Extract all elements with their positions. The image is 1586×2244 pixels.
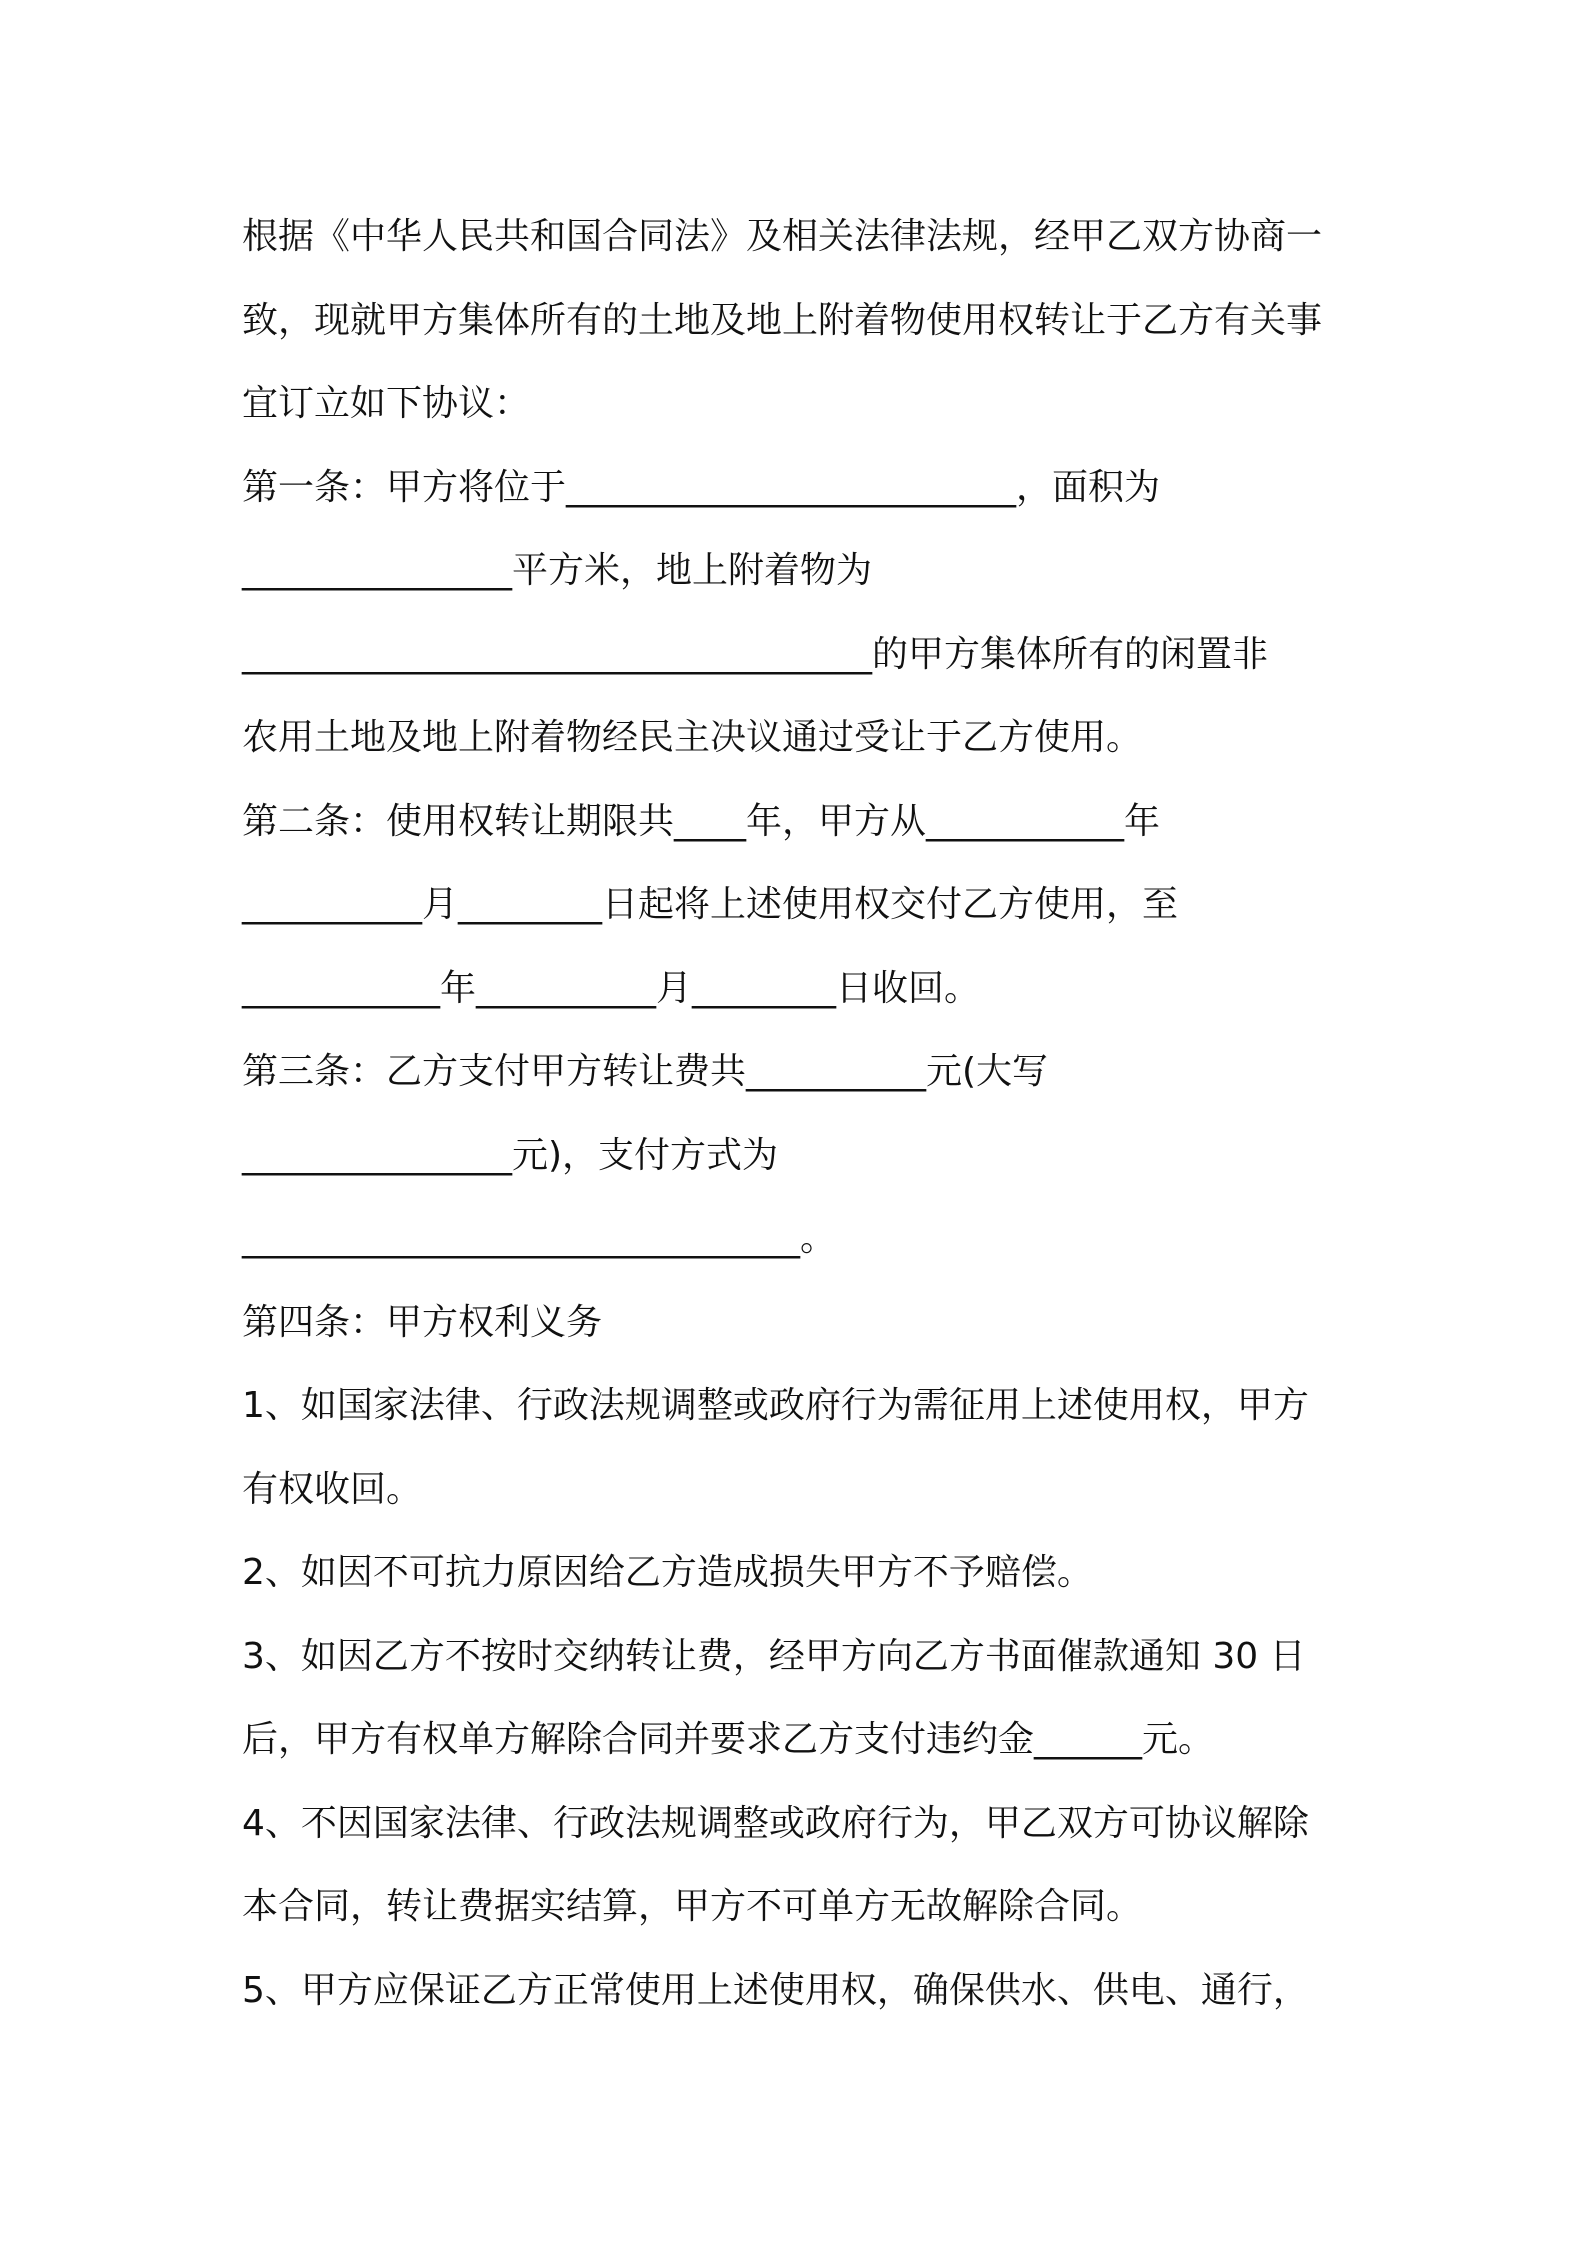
paragraph-line: 宜订立如下协议： bbox=[242, 383, 531, 424]
clause-1-line: 1、如国家法律、行政法规调整或政府行为需征用上述使用权，甲方 bbox=[242, 1385, 1309, 1426]
contract-body bbox=[242, 195, 1362, 2032]
article-1-line: 农用土地及地上附着物经民主决议通过受让于乙方使用。 bbox=[242, 717, 1143, 758]
paragraph-line: 致，现就甲方集体所有的土地及地上附着物使用权转让于乙方有关事 bbox=[242, 299, 1323, 341]
clause-3-line: 3、如因乙方不按时交纳转让费，经甲方向乙方书面催款通知 30 日 bbox=[242, 1635, 1306, 1677]
article-2-line: ___________年__________月________日收回。 bbox=[242, 967, 981, 1009]
article-2-line: __________月________日起将上述使用权交付乙方使用，至 bbox=[242, 884, 1179, 925]
clause-4-line: 4、不因国家法律、行政法规调整或政府行为，甲乙双方可协议解除 bbox=[242, 1802, 1309, 1844]
clause-5-line: 5、甲方应保证乙方正常使用上述使用权，确保供水、供电、通行， bbox=[242, 1969, 1309, 2011]
clause-2-line: 2、如因不可抗力原因给乙方造成损失甲方不予赔偿。 bbox=[242, 1552, 1093, 1593]
article-4-heading: 第四条：甲方权利义务 bbox=[242, 1301, 603, 1343]
article-2-line: 第二条：使用权转让期限共____年，甲方从___________年 bbox=[242, 800, 1161, 842]
article-1-line: ___________________________________的甲方集体所有的闲置非 bbox=[242, 633, 1269, 675]
paragraph-line: 根据《中华人民共和国合同法》及相关法律法规，经甲乙双方协商一 bbox=[242, 216, 1323, 257]
article-1-line: _______________平方米，地上附着物为 bbox=[242, 550, 873, 591]
article-3-line: _______________________________。 bbox=[242, 1218, 836, 1259]
article-3-line: _______________元)，支付方式为 bbox=[242, 1134, 779, 1176]
clause-3-line: 后，甲方有权单方解除合同并要求乙方支付违约金______元。 bbox=[242, 1719, 1215, 1760]
article-3-line: 第三条：乙方支付甲方转让费共__________元(大写 bbox=[242, 1051, 1049, 1092]
article-1-line: 第一条：甲方将位于_________________________，面积为 bbox=[242, 466, 1161, 508]
clause-1-line: 有权收回。 bbox=[242, 1468, 423, 1510]
clause-4-line: 本合同，转让费据实结算，甲方不可单方无故解除合同。 bbox=[242, 1886, 1143, 1927]
